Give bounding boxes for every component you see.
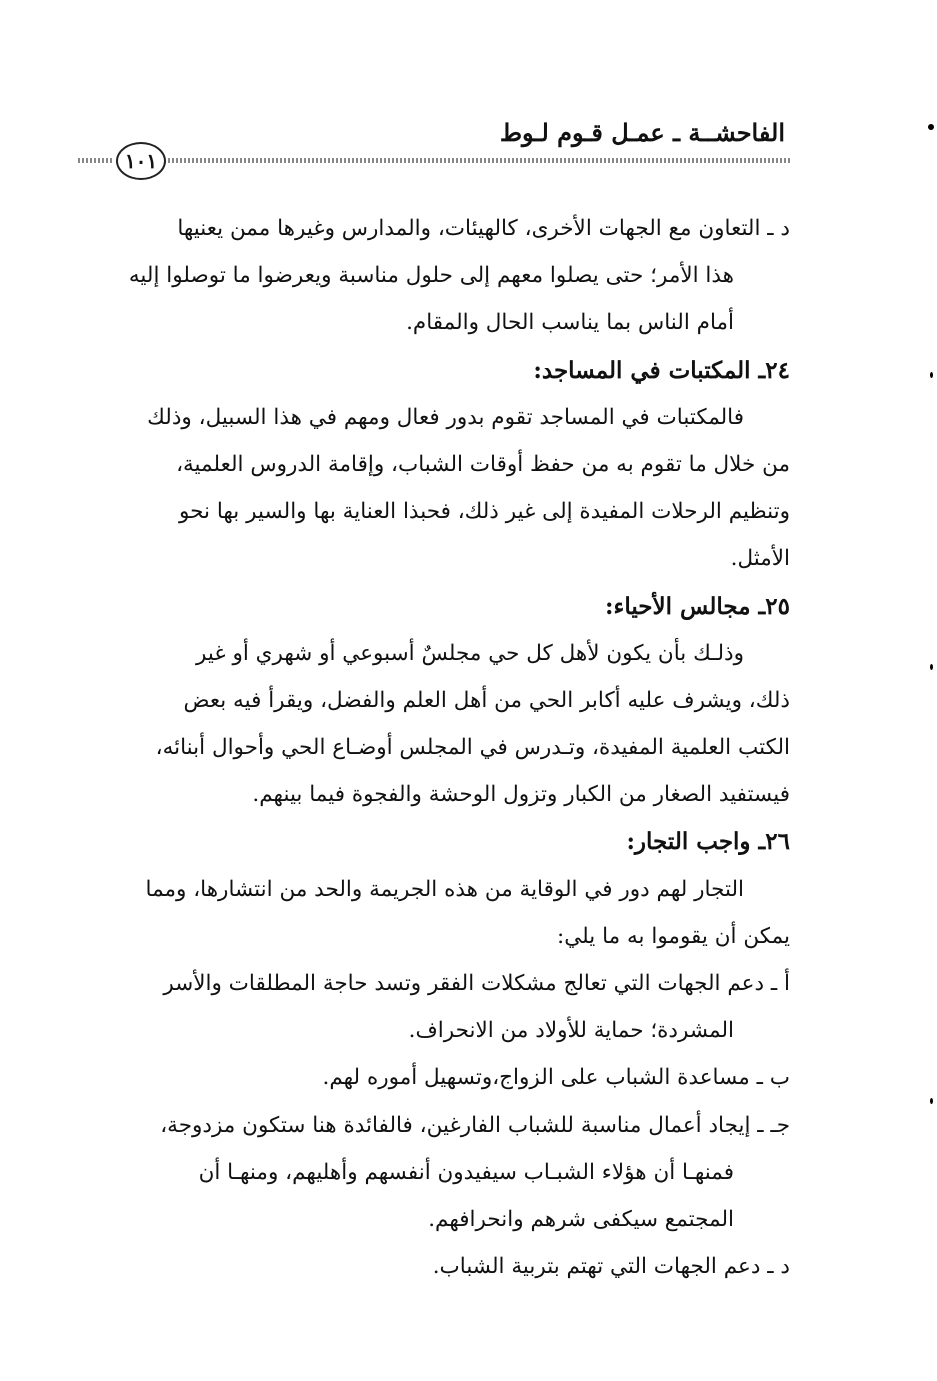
header-rule [168,158,790,163]
list-item: د ـ دعم الجهات التي تهتم بتربية الشباب. [432,1254,790,1280]
text-line: يمكن أن يقوموا به ما يلي: [557,923,790,949]
page-number: ١٠١ [116,142,166,180]
paragraph-first-line: وذلـك بأن يكون لأهل كل حي مجلسٌ أسبوعي أو شهري أو غير [196,640,744,666]
section-heading: ٢٤ـ المكتبات في المساجد: [533,356,790,384]
running-header-title: الفاحشــة ـ عمـل قـوم لـوط [499,118,785,147]
text-line: الكتب العلمية المفيدة، وتـدرس في المجلس أوضـاع الحي وأحوال أبنائه، [155,735,790,761]
text-line: ذلك، ويشرف عليه أكابر الحي من أهل العلم والفضل، ويقرأ فيه بعض [183,687,790,713]
scan-speck [930,372,933,378]
scan-speck [930,664,933,670]
page-body [78,205,790,1290]
text-line: فمنهـا أن هؤلاء الشبـاب سيفيدون أنفسهم وأهليهم، ومنهـا أن [198,1159,734,1185]
text-line: من خلال ما تقوم به من حفظ أوقات الشباب، وإقامة الدروس العلمية، [176,451,790,477]
list-item: جـ ـ إيجاد أعمال مناسبة للشباب الفارغين، فالفائدة هنا ستكون مزدوجة، [160,1112,790,1138]
header-rule-left [78,158,114,163]
paragraph-first-line: التجار لهم دور في الوقاية من هذه الجريمة والحد من انتشارها، ومما [145,876,744,902]
paragraph-first-line: فالمكتبات في المساجد تقوم بدور فعال ومهم في هذا السبيل، وذلك [147,404,744,430]
list-item: ب ـ مساعدة الشباب على الزواج،وتسهيل أموره لهم. [322,1065,790,1091]
text-line: وتنظيم الرحلات المفيدة إلى غير ذلك، فحبذا العناية بها والسير بها نحو [179,499,790,525]
section-heading: ٢٥ـ مجالس الأحياء: [605,592,790,620]
text-line: أمام الناس بما يناسب الحال والمقام. [406,310,734,336]
scan-speck [928,124,934,130]
section-heading: ٢٦ـ واجب التجار: [626,828,790,856]
text-line: المشردة؛ حماية للأولاد من الانحراف. [408,1018,734,1044]
text-line: المجتمع سيكفى شرهم وانحرافهم. [428,1206,734,1232]
list-item: أ ـ دعم الجهات التي تعالج مشكلات الفقر وتسد حاجة المطلقات والأسر [163,971,790,996]
text-line: هذا الأمر؛ حتى يصلوا معهم إلى حلول مناسبة ويعرضوا ما توصلوا إليه [128,263,734,289]
text-line: الأمثل. [730,546,790,572]
scan-speck [930,1098,933,1104]
text-line: فيستفيد الصغار من الكبار وتزول الوحشة والفجوة فيما بينهم. [252,782,790,808]
text-line: د ـ التعاون مع الجهات الأخرى، كالهيئات، والمدارس وغيرها ممن يعنيها [177,216,790,241]
